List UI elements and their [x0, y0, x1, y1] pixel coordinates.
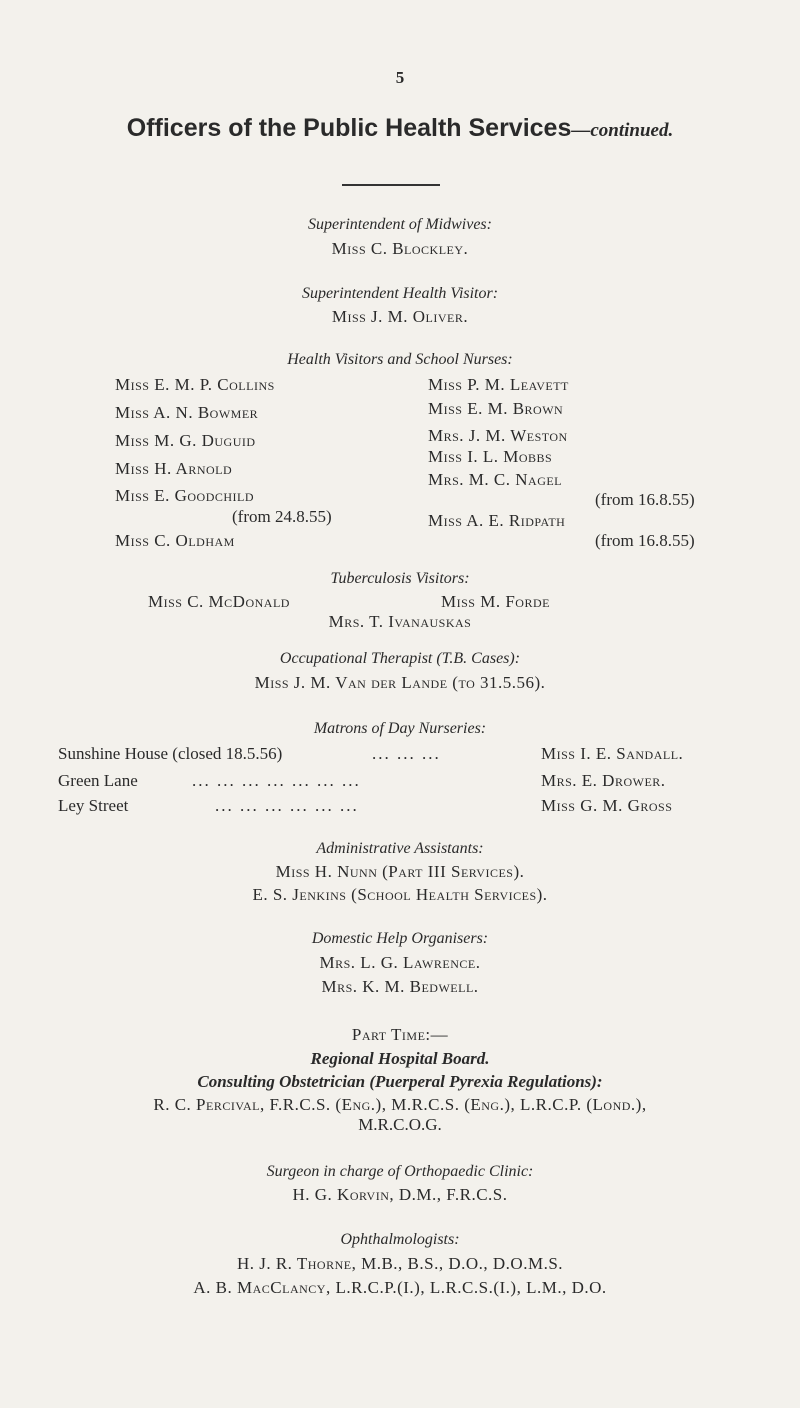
tb-center-name: Mrs. T. Ivanauskas: [328, 612, 472, 631]
hv-left-name: Miss E. Goodchild: [115, 486, 255, 505]
nursery-leader-dots: ... ... ... ... ... ... ...: [192, 771, 361, 790]
admin-heading: Administrative Assistants:: [316, 840, 484, 857]
nursery-matron: Mrs. E. Drower.: [541, 771, 666, 790]
page-number: 5: [395, 68, 405, 87]
title-divider: [342, 184, 440, 186]
nursery-leader-dots: ... ... ...: [372, 744, 441, 763]
nursery-place: Ley Street: [58, 796, 129, 815]
part-time-label: Part Time:—: [351, 1025, 449, 1044]
midwives-name: Miss C. Blockley.: [331, 239, 469, 258]
consulting-heading: Consulting Obstetrician (Puerperal Pyrexia Regulations):: [197, 1072, 603, 1091]
page-title: [0, 114, 800, 143]
hv-right-name: Mrs. M. C. Nagel: [428, 470, 563, 489]
hv-nurses-heading: Health Visitors and School Nurses:: [287, 351, 513, 368]
nursery-matron: Miss G. M. Gross: [541, 796, 673, 815]
nursery-place: Green Lane: [58, 771, 138, 790]
nurseries-heading: Matrons of Day Nurseries:: [313, 720, 487, 737]
admin-name: E. S. Jenkins (School Health Services).: [252, 885, 548, 904]
health-visitor-heading: Superintendent Health Visitor:: [301, 285, 499, 302]
hv-right-name: Miss E. M. Brown: [428, 399, 564, 418]
nursery-matron: Miss I. E. Sandall.: [541, 744, 684, 763]
hv-right-note: (from 16.8.55): [595, 490, 695, 509]
regional-board-heading: Regional Hospital Board.: [310, 1049, 490, 1068]
nursery-leader-dots: ... ... ... ... ... ...: [215, 796, 359, 815]
nursery-place: Sunshine House (closed 18.5.56): [58, 744, 283, 763]
ophthalmologist-name: H. J. R. Thorne, M.B., B.S., D.O., D.O.M.S.: [236, 1254, 564, 1273]
occupational-heading: Occupational Therapist (T.B. Cases):: [279, 650, 521, 667]
hv-right-name: Miss I. L. Mobbs: [428, 447, 553, 466]
hv-left-name: Miss E. M. P. Collins: [115, 375, 275, 394]
title-continued: —continued.: [571, 120, 674, 141]
surgeon-heading: Surgeon in charge of Orthopaedic Clinic:: [266, 1163, 534, 1180]
hv-right-name: Mrs. J. M. Weston: [428, 426, 568, 445]
consulting-name-line1: R. C. Percival, F.R.C.S. (Eng.), M.R.C.S. (Eng.), L.R.C.P. (Lond.),: [153, 1095, 647, 1114]
hv-left-name: Miss M. G. Duguid: [115, 431, 256, 450]
tb-left-name: Miss C. McDonald: [148, 592, 290, 611]
tb-heading: Tuberculosis Visitors:: [330, 570, 470, 587]
health-visitor-name: Miss J. M. Oliver.: [331, 307, 469, 326]
hv-right-name: Miss P. M. Leavett: [428, 375, 569, 394]
tb-right-name: Miss M. Forde: [441, 592, 550, 611]
ophthalmologist-name: A. B. MacClancy, L.R.C.P.(I.), L.R.C.S.(I.), L.M., D.O.: [193, 1278, 607, 1297]
hv-left-name: Miss A. N. Bowmer: [115, 403, 259, 422]
domestic-name: Mrs. K. M. Bedwell.: [321, 977, 479, 996]
admin-name: Miss H. Nunn (Part III Services).: [275, 862, 525, 881]
domestic-name: Mrs. L. G. Lawrence.: [319, 953, 481, 972]
midwives-heading: Superintendent of Midwives:: [308, 216, 492, 233]
consulting-name-line2: M.R.C.O.G.: [358, 1115, 442, 1134]
hv-left-name: Miss H. Arnold: [115, 459, 233, 478]
domestic-heading: Domestic Help Organisers:: [311, 930, 489, 947]
hv-left-note: (from 24.8.55): [232, 507, 332, 526]
title-main: Officers of the Public Health Services: [126, 114, 572, 142]
hv-right-name: Miss A. E. Ridpath: [428, 511, 566, 530]
surgeon-name: H. G. Korvin, D.M., F.R.C.S.: [292, 1185, 508, 1204]
ophthalmologists-heading: Ophthalmologists:: [340, 1231, 460, 1248]
occupational-name: Miss J. M. Van der Lande (to 31.5.56).: [254, 673, 546, 692]
hv-left-name: Miss C. Oldham: [115, 531, 235, 550]
hv-right-note: (from 16.8.55): [595, 531, 695, 550]
